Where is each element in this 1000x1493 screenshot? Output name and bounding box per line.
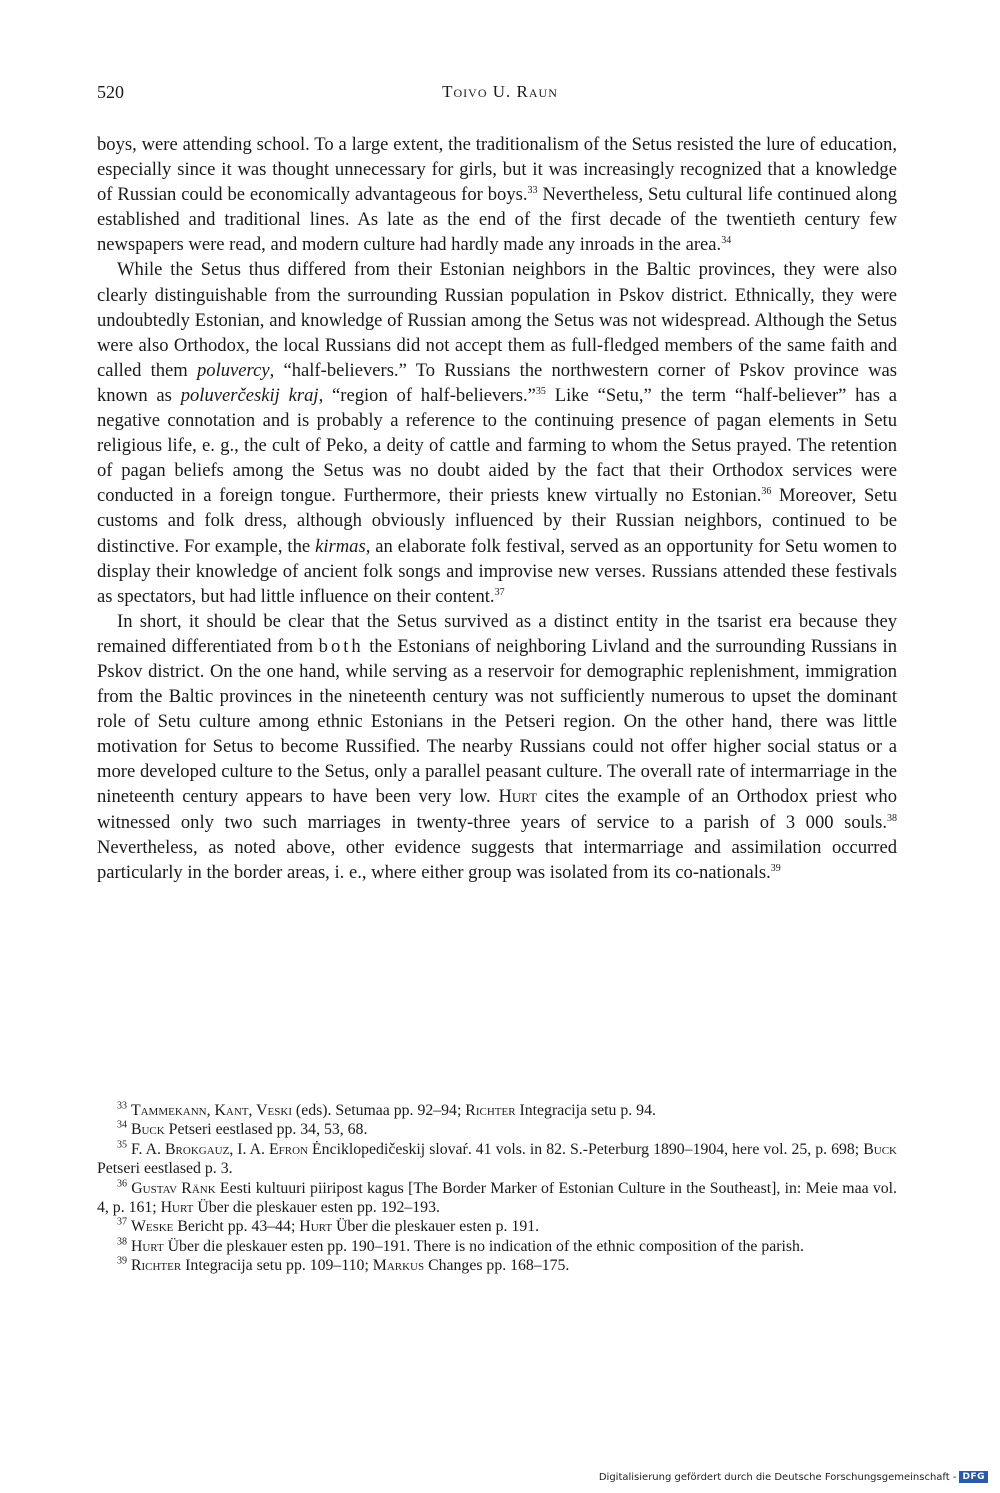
text-run: Integracija setu pp. 109–110;	[181, 1257, 373, 1275]
text-run: Nevertheless, Setu cultural life continued along established and traditional lines. As late as the end of the first decade of the twentieth century few newspapers were read, and modern culture had hardly made any inroads in the area.	[97, 184, 897, 256]
footnote-marker: 34	[117, 1120, 127, 1132]
text-run: Nevertheless, as noted above, other evidence suggests that intermarriage and assimilation occurred particularly in the border areas, i. e., where either group was isolated from its co-nationals.	[97, 836, 897, 883]
text-run: cites the example of an Orthodox priest who witnessed only two such marriages in twenty-three years of service to a parish of 3 000 souls.	[97, 786, 897, 833]
text-run: In short, it should be clear that the Setus survived as a distinct entity in the tsarist era because they remained differentiated from	[97, 610, 897, 657]
italic-term: kirmas	[315, 535, 366, 557]
footnote-marker: 37	[494, 586, 505, 598]
text-run: (eds). Setumaa pp. 92–94;	[291, 1102, 466, 1119]
text-run: Moreover, Setu customs and folk dress, although obviously influenced by their Russian neighbors, continued to be distinctive. For example, the	[97, 485, 897, 557]
footnote-marker: 34	[721, 235, 732, 247]
paragraph	[97, 132, 897, 257]
text-run: the Estonians of neighboring Livland and the surrounding Russians in Pskov district. On the one hand, while serving as a reservoir for demographic replenishment, immigration from the Baltic provinces in the nineteenth century was not sufficiently numerous to upset the dominant role of Setu culture among ethnic Estonians in the Petseri region. On the other hand, there was little motivation for Setus to become Russified. The nearby Russians could not offer higher social status or a more developed culture to the Setus, only a parallel peasant culture. The overall rate of intermarriage in the nineteenth century appears to have been very low.	[97, 635, 897, 808]
text-run: Changes pp. 168–175.	[424, 1257, 570, 1275]
footnote-marker: 35	[117, 1139, 127, 1151]
text-run: , “half-believers.” To Russians the northwestern corner of Pskov province was known as	[97, 359, 897, 406]
paragraph	[97, 257, 897, 608]
footnote	[97, 1120, 897, 1139]
footnote-marker: 33	[527, 185, 538, 196]
text-run: , “region of half-believers.”	[318, 384, 536, 406]
running-head: Toivo U. Raun	[442, 82, 558, 101]
text-run: While the Setus thus differed from their Estonian neighbors in the Baltic provinces, they were also clearly distinguishable from the surrounding Russian population in Pskov district. Ethnically, they were undoubtedly Estonian, and knowledge of Russian among the Setus was not widespread. Although the Setus were also Orthodox, the local Russians did not accept them as full-fledged members of the same faith and called them	[97, 259, 897, 381]
footnotes	[97, 1101, 897, 1276]
text-run: Integracija setu p. 94.	[515, 1102, 656, 1119]
footnote	[97, 1179, 897, 1218]
footnote-marker: 36	[761, 486, 772, 498]
author-name: Weske	[130, 1218, 174, 1236]
text-run: Eesti kultuuri piiripost kagus [The Border Marker of Estonian Culture in the Southeast], in: Meie maa vol. 4, p. 161;	[97, 1179, 897, 1217]
paragraph	[97, 609, 897, 885]
author-name: Buck	[130, 1121, 165, 1139]
footnote-marker: 39	[117, 1255, 127, 1267]
author-name: Buck	[863, 1140, 897, 1158]
author-name: Hurt	[299, 1218, 333, 1236]
page-number: 520	[97, 82, 124, 102]
footnote-marker: 39	[770, 862, 781, 874]
author-name: Richter	[130, 1257, 182, 1275]
footnote-marker: 33	[117, 1100, 127, 1112]
text-run: Like “Setu,” the term “half-believer” has a negative connotation and is probably a reference to the continuing presence of pagan elements in Setu religious life, e. g., the cult of Peko, a deity of cattle and farming to whom the Setus prayed. The retention of pagan beliefs among the Setus was no doubt aided by the fact that their Orthodox services were conducted in a foreign tongue. Furthermore, their priests knew virtually no Estonian.	[97, 384, 898, 507]
footnote-marker: 38	[117, 1236, 127, 1248]
text-run: boys, were attending school. To a large extent, the traditionalism of the Setus resisted the lure of education, especially since it was thought unnecessary for girls, but it was increasingly recognized that a knowledge of Russian could be economically advantageous for boys.	[97, 134, 897, 206]
author-name: Richter	[465, 1102, 516, 1119]
text-run: Über die pleskauer esten p. 191.	[332, 1218, 540, 1236]
footnote	[97, 1101, 897, 1120]
italic-term: poluvercy	[196, 359, 270, 381]
text-run: Petseri eestlased p. 3.	[97, 1160, 233, 1178]
italic-term: poluverčeskij kraj	[180, 384, 319, 406]
text-run: Bericht pp. 43–44;	[173, 1218, 300, 1236]
body-text	[97, 132, 897, 885]
footnote	[97, 1217, 897, 1236]
author-name: F. A. Brokgauz, I. A. Efron	[131, 1140, 308, 1158]
digitization-credit	[599, 1471, 988, 1483]
text-run: Über die pleskauer esten pp. 192–193.	[193, 1199, 440, 1217]
dfg-logo: DFG	[959, 1471, 988, 1483]
author-name: Markus	[372, 1257, 425, 1275]
author-name: Gustav Ränk	[131, 1179, 216, 1197]
footnote-marker: 35	[535, 385, 546, 397]
author-name: Hurt	[130, 1237, 164, 1255]
emphasis-spaced: both	[318, 635, 364, 657]
author-name: Hurt	[160, 1199, 194, 1217]
credit-text: Digitalisierung gefördert durch die Deutsche Forschungsgemeinschaft -	[598, 1471, 957, 1483]
text-run: Über die pleskauer esten pp. 190–191. There is no indication of the ethnic composition of the parish.	[163, 1237, 804, 1255]
footnote	[97, 1140, 897, 1179]
footnote-marker: 36	[117, 1178, 127, 1190]
footnote-marker: 38	[887, 812, 897, 824]
footnote	[97, 1237, 897, 1256]
text-run: Petseri eestlased pp. 34, 53, 68.	[164, 1121, 368, 1139]
text-run: Ėnciklopedičeskij slovaŕ. 41 vols. in 82. S.-Peterburg 1890–1904, here vol. 25, p. 698;	[308, 1140, 864, 1158]
author-name: Hurt	[498, 786, 538, 808]
author-name: Tammekann, Kant, Veski	[130, 1102, 292, 1119]
footnote-marker: 37	[117, 1217, 127, 1229]
text-run: , an elaborate folk festival, served as an opportunity for Setu women to display their knowledge of ancient folk songs and improvise new verses. Russians attended these festivals as spectators, but had little influence on their content.	[97, 535, 897, 607]
footnote	[97, 1256, 897, 1275]
